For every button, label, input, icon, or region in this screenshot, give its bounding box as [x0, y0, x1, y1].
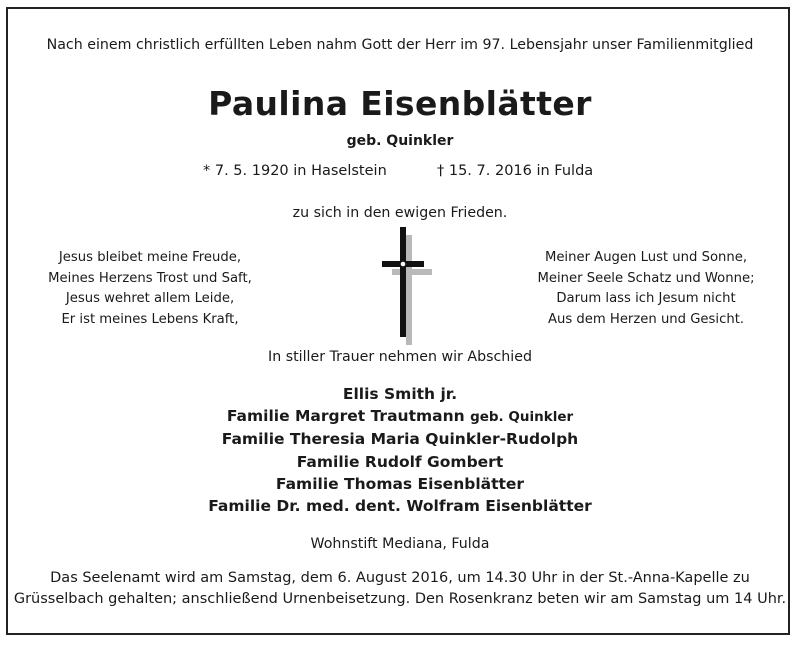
- death-date: † 15. 7. 2016 in Fulda: [437, 163, 594, 179]
- notice-line: Grüsselbach gehalten; anschließend Urnenbeisetzung. Den Rosenkranz beten wir am Samstag um 14 Uhr.: [13, 590, 787, 607]
- poem-line: Meiner Seele Schatz und Wonne;: [537, 270, 755, 286]
- poem-line: Meiner Augen Lust und Sonne,: [544, 250, 748, 265]
- family-entry: [0, 405, 800, 428]
- birth-date: * 7. 5. 1920 in Haselstein: [203, 163, 387, 179]
- peace-text: zu sich in den ewigen Frieden.: [292, 205, 508, 221]
- family-name: Familie Theresia Maria Quinkler-Rudolph: [221, 430, 579, 449]
- cross-icon: [380, 225, 436, 347]
- mourning-text: In stiller Trauer nehmen wir Abschied: [268, 349, 532, 365]
- service-notice: [0, 568, 800, 609]
- family-entry: [0, 473, 800, 495]
- maiden-name: geb. Quinkler: [346, 133, 454, 149]
- notice-line: Das Seelenamt wird am Samstag, dem 6. August 2016, um 14.30 Uhr in der St.-Anna-Kapelle zu: [50, 570, 750, 586]
- family-suffix: geb. Quinkler: [470, 409, 574, 426]
- poem-line: Darum lass ich Jesum nicht: [556, 291, 736, 307]
- family-entry: [0, 495, 800, 517]
- poem-line: Meines Herzens Trost und Saft,: [48, 270, 252, 286]
- family-name: Familie Thomas Eisenblätter: [275, 474, 525, 493]
- poem-line: Er ist meines Lebens Kraft,: [61, 312, 239, 328]
- poem-line: Aus dem Herzen und Gesicht.: [547, 312, 745, 328]
- family-name: Familie Dr. med. dent. Wolfram Eisenblätter: [208, 497, 592, 516]
- family-entry: [0, 451, 800, 473]
- family-entry: [0, 383, 800, 405]
- intro-text: Nach einem christlich erfüllten Leben nahm Gott der Herr im 97. Lebensjahr unser Familienmitglied: [46, 37, 754, 53]
- family-name: Ellis Smith jr.: [342, 385, 458, 403]
- poem-line: Jesus wehret allem Leide,: [65, 291, 235, 307]
- family-entry: [0, 428, 800, 450]
- family-name: Familie Rudolf Gombert: [296, 452, 504, 471]
- deceased-name: Paulina Eisenblätter: [208, 84, 592, 123]
- poem-right: [526, 248, 766, 331]
- family-name: Familie Margret Trautmann: [226, 407, 465, 426]
- family-list: [0, 383, 800, 517]
- poem-line: Jesus bleibet meine Freude,: [58, 250, 242, 265]
- poem-left: [30, 248, 270, 331]
- place-text: Wohnstift Mediana, Fulda: [310, 536, 490, 552]
